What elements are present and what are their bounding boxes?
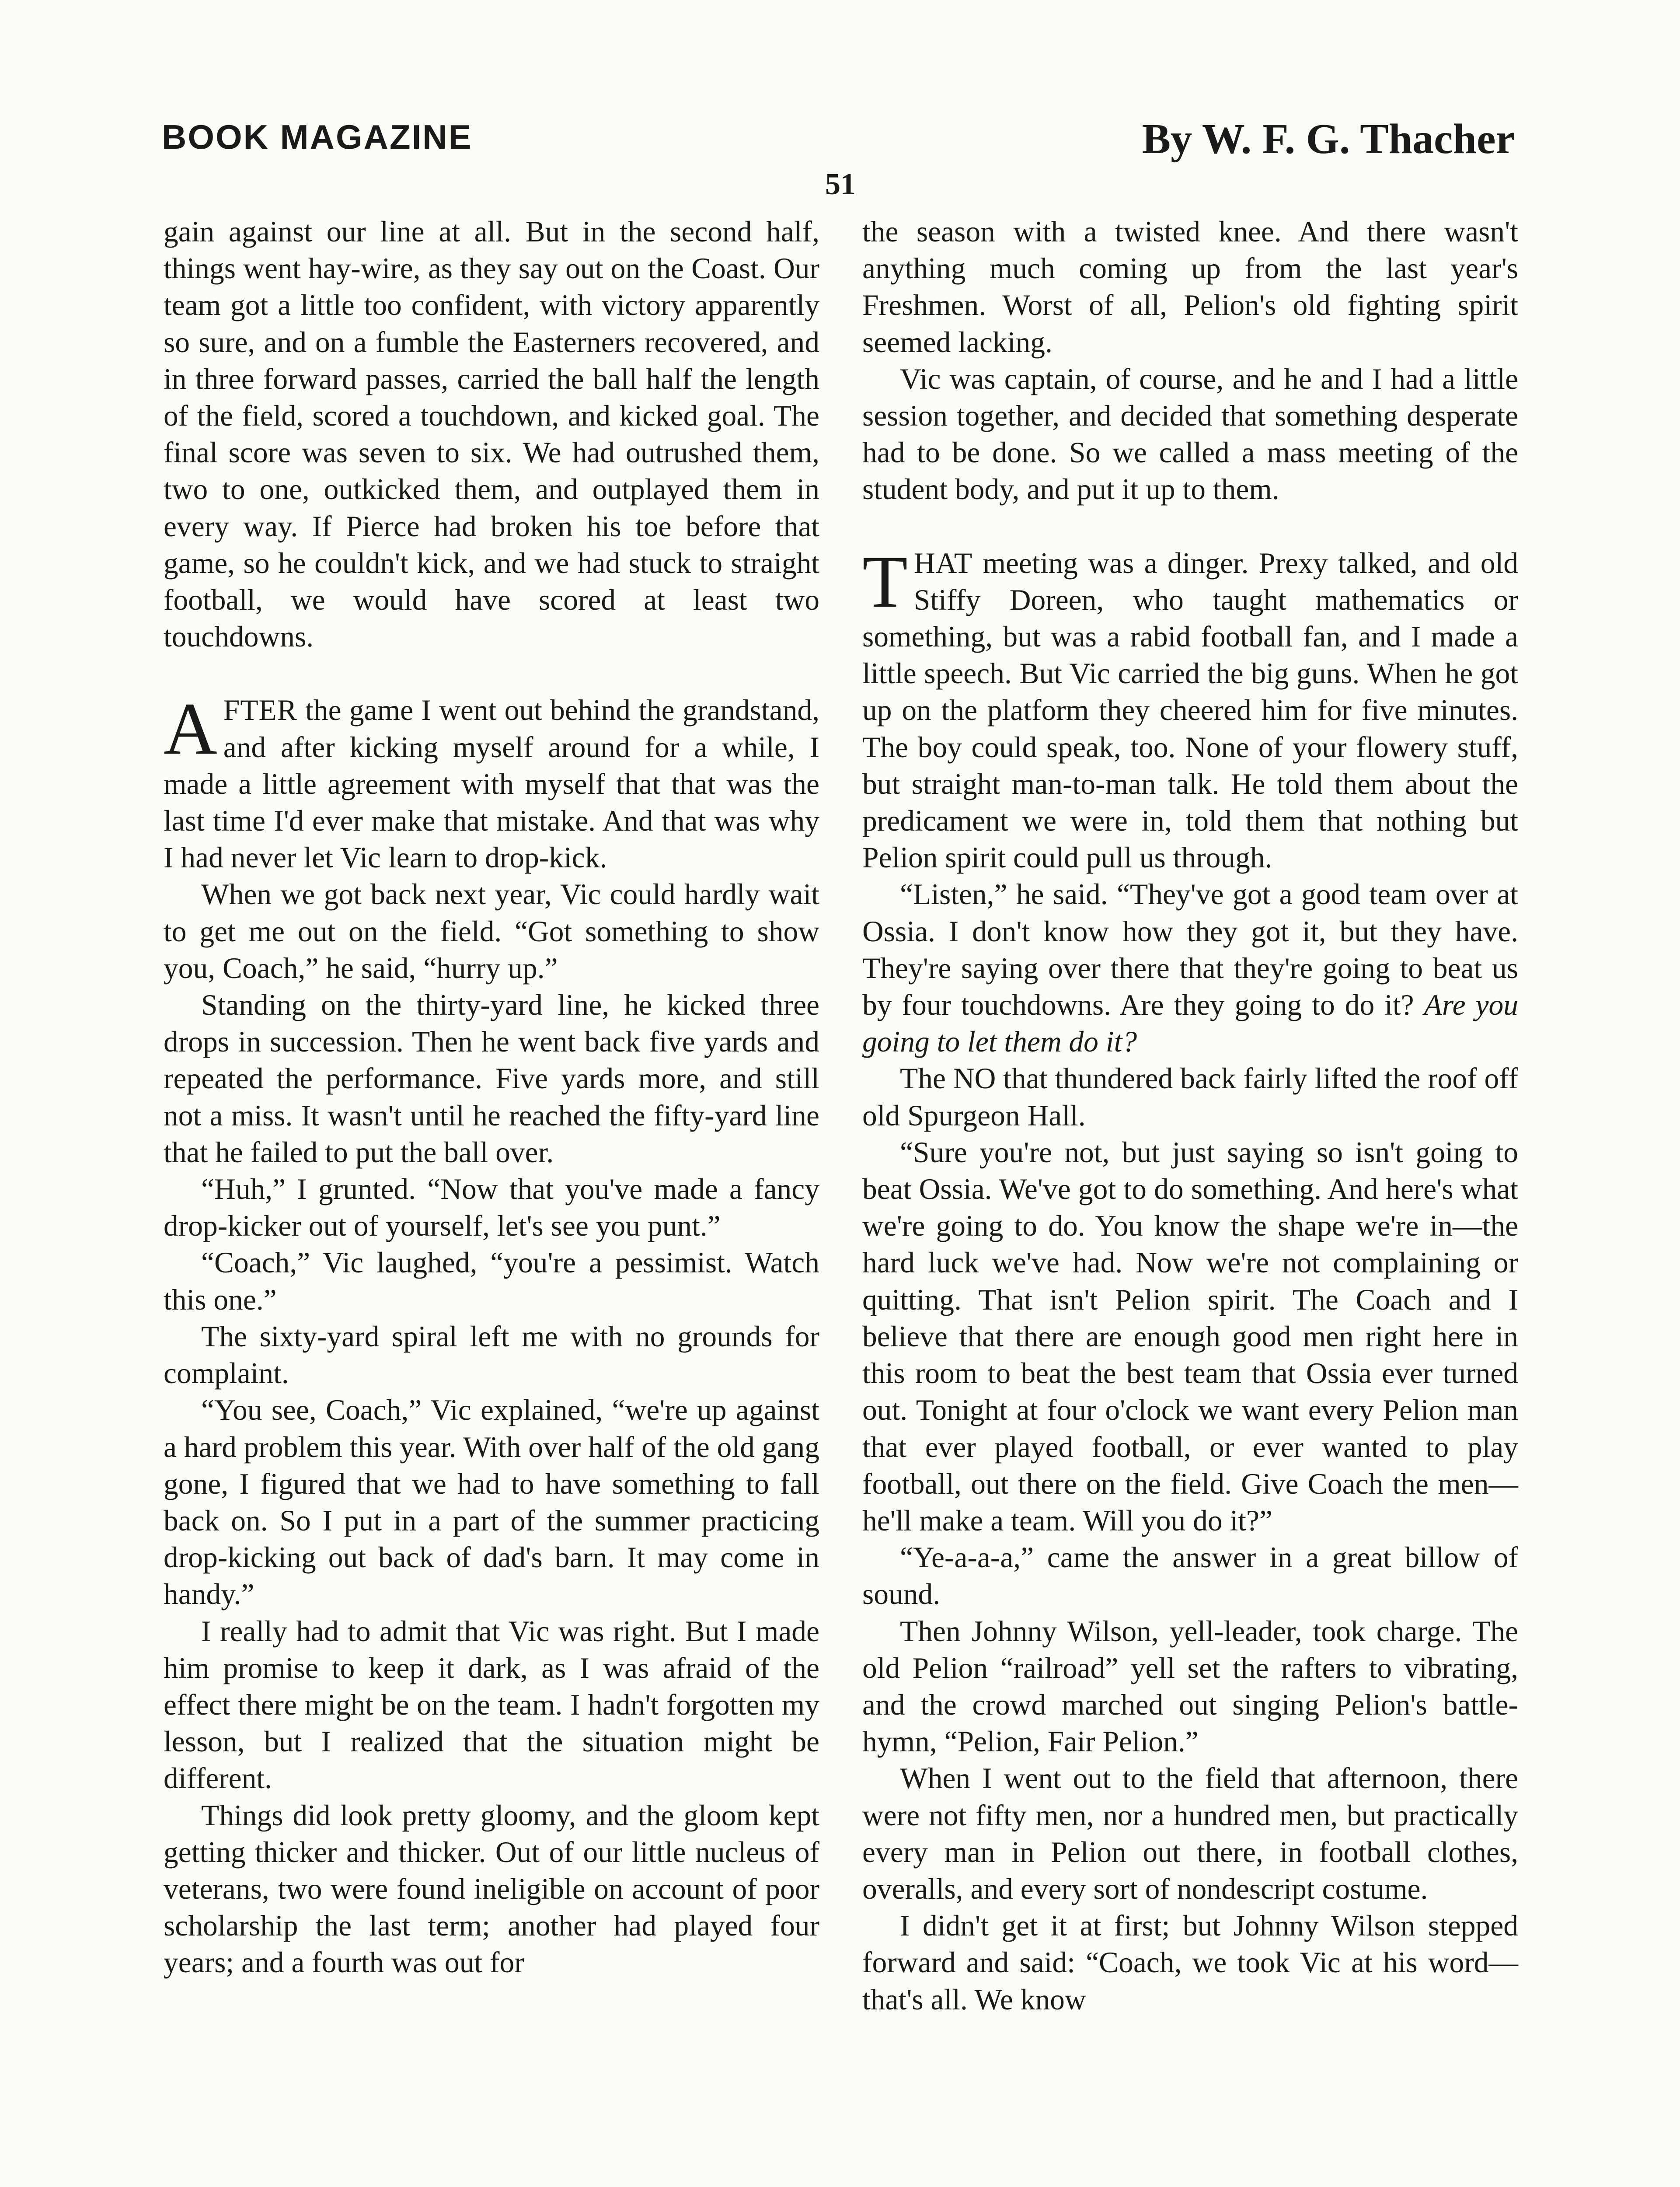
paragraph-text: meeting was a dinger. Prexy talked, and old Stiffy Doreen, who taught mathematics or something, but was a rabid football fan, and I made a little speech. But Vic carried the big guns. When he got up on the platform they cheered him for five minutes. The boy could speak, too. None of your flowery stuff, but straight man-to-man talk. He told them about the predicament we were in, told them that nothing but Pelion spirit could pull us through. [862, 546, 1518, 874]
drop-cap: T [862, 540, 908, 623]
section-start-paragraph [164, 688, 819, 876]
magazine-title: BOOK MAGAZINE [162, 118, 473, 156]
paragraph: The NO that thundered back fairly lifted the roof off old Spurgeon Hall. [862, 1062, 1518, 1132]
section-start-paragraph [862, 540, 1518, 877]
page-number: 51 [825, 168, 856, 201]
paragraph: Standing on the thirty-yard line, he kicked three drops in succession. Then he went back five yards and repeated the performance. Five yards more, and still not a miss. It wasn't until he reached the fifty-yard line that he failed to put the ball over. [164, 989, 819, 1169]
paragraph: “Huh,” I grunted. “Now that you've made a fancy drop-kicker out of yourself, let's see you punt.” [164, 1173, 819, 1243]
paragraph: When we got back next year, Vic could hardly wait to get me out on the field. “Got something to show you, Coach,” he said, “hurry up.” [164, 878, 819, 985]
lead-in-caps: FTER [223, 694, 297, 727]
paragraph-text: the game I went out behind the grandstand, and after kicking myself around for a while, I made a little agreement with myself that that was the last time I'd ever make that mistake. And that was why I had never let Vic learn to drop-kick. [164, 694, 819, 874]
paragraph: When I went out to the field that afternoon, there were not fifty men, nor a hundred men, but practically every man in Pelion out there, in football clothes, overalls, and every sort of nondescript costume. [862, 1762, 1518, 1905]
paragraph: “Sure you're not, but just saying so isn't going to beat Ossia. We've got to do something. And here's what we're going to do. You know the shape we're in—the hard luck we've had. Now we're not complaining or quitting. That isn't Pelion spirit. The Coach and I believe that there are enough good men right here in this room to beat the best team that Ossia ever turned out. Tonight at four o'clock we want every Pelion man that ever played football, or ever wanted to play football, out there on the field. Give Coach the men—he'll make a team. Will you do it?” [862, 1135, 1518, 1537]
paragraph: I didn't get it at first; but Johnny Wilson stepped forward and said: “Coach, we took Vic at his word—that's all. We know [862, 1909, 1518, 2016]
paragraph: “Ye-a-a-a,” came the answer in a great billow of sound. [862, 1541, 1518, 1611]
drop-cap: A [164, 688, 217, 770]
lead-in-caps: HAT [913, 546, 973, 580]
italic-text: Are you going to let them do it? [862, 989, 1518, 1059]
author-byline: By W. F. G. Thacher [1142, 115, 1515, 163]
paragraph: “You see, Coach,” Vic explained, “we're up against a hard problem this year. With over half of the old gang gone, I figured that we had to have something to fall back on. So I put in a part of the summer practicing drop-kicking out back of dad's barn. It may come in handy.” [164, 1394, 819, 1611]
paragraph-text: “Listen,” he said. “They've got a good team over at Ossia. I don't know how they got it, but they have. They're saying over there that they're going to beat us by four touchdowns. Are they going to do it? [862, 878, 1518, 1022]
paragraph: the season with a twisted knee. And there wasn't anything much coming up from the last year's Freshmen. Worst of all, Pelion's old fighting spirit seemed lacking. [862, 215, 1518, 359]
paragraph: Then Johnny Wilson, yell-leader, took charge. The old Pelion “railroad” yell set the rafters to vibrating, and the crowd marched out singing Pelion's battle-hymn, “Pelion, Fair Pelion.” [862, 1614, 1518, 1758]
paragraph: The sixty-yard spiral left me with no grounds for complaint. [164, 1320, 819, 1390]
paragraph: Vic was captain, of course, and he and I had a little session together, and decided that something desperate had to be done. So we called a mass meeting of the student body, and put it up to them. [862, 362, 1518, 506]
paragraph: Things did look pretty gloomy, and the gloom kept getting thicker and thicker. Out of our little nucleus of veterans, two were found ineligible on account of poor scholarship the last term; another had played four years; and a fourth was out for [164, 1799, 819, 1979]
paragraph: I really had to admit that Vic was right. But I made him promise to keep it dark, as I was afraid of the effect there might be on the team. I hadn't forgotten my lesson, but I realized that the situation might be different. [164, 1614, 819, 1795]
left-column [164, 213, 819, 1981]
paragraph: gain against our line at all. But in the second half, things went hay-wire, as they say out on the Coast. Our team got a little too confident, with victory apparently so sure, and on a fumble the Easterners recovered, and in three forward passes, carried the ball half the length of the field, scored a touchdown, and kicked goal. The final score was seven to six. We had outrushed them, two to one, outkicked them, and outplayed them in every way. If Pierce had broken his toe before that game, so he couldn't kick, and we had stuck to straight football, we would have scored at least two touchdowns. [164, 215, 819, 653]
right-column [862, 213, 1518, 2018]
paragraph [862, 876, 1518, 1060]
paragraph: “Coach,” Vic laughed, “you're a pessimist. Watch this one.” [164, 1246, 819, 1316]
